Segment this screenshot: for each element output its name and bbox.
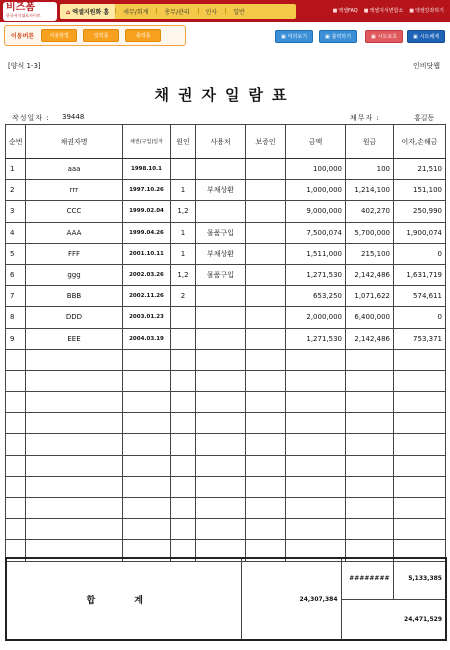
empty-cell[interactable] [394,349,446,370]
debtor-value[interactable]: 홍길동 [414,114,435,122]
home-icon: ⌂ [66,9,71,16]
row-principal[interactable]: 5,700,000 [346,222,394,243]
row-amount[interactable]: 2,000,000 [286,307,346,328]
row-amount[interactable]: 1,271,530 [286,264,346,285]
row-cause[interactable]: 1,2 [171,264,196,285]
usage-button[interactable]: 사용방법 [41,29,77,42]
row-seq[interactable]: 7 [6,286,26,307]
form-number: [양식 1-3] [8,62,41,70]
empty-cell[interactable] [246,349,286,370]
output-form-button[interactable]: 출력폼 [125,29,161,42]
empty-cell[interactable] [346,519,394,540]
row-date[interactable]: 1999.02.04 [123,201,171,222]
table-row [6,222,446,243]
empty-cell[interactable] [6,498,26,519]
empty-cell[interactable] [123,413,171,434]
row-creditor[interactable]: ggg [26,264,123,285]
input-form-button[interactable]: 입력폼 [83,29,119,42]
row-creditor[interactable]: FFF [26,243,123,264]
row-date[interactable]: 2003.01.23 [123,307,171,328]
empty-cell[interactable] [394,413,446,434]
empty-table-row [6,392,446,413]
row-principal[interactable]: 2,142,486 [346,264,394,285]
row-seq[interactable]: 9 [6,328,26,349]
empty-cell[interactable] [286,476,346,497]
row-usage[interactable]: 부채상환 [196,180,246,201]
row-usage[interactable]: 물품구입 [196,264,246,285]
row-amount[interactable]: 1,511,000 [286,243,346,264]
empty-cell[interactable] [196,476,246,497]
empty-cell[interactable] [6,370,26,391]
row-date[interactable]: 1999.04.26 [123,222,171,243]
main-menu [60,4,296,19]
row-guarantor[interactable] [246,201,286,222]
link-lessons[interactable]: ■엑셀강좌하기 [409,8,444,14]
total-sum: 24,471,529 [341,599,446,640]
empty-cell[interactable] [394,370,446,391]
lessons-icon: ■ [409,8,415,14]
row-usage[interactable]: 부채상환 [196,243,246,264]
total-amount: 24,307,384 [241,558,341,640]
table-row [6,159,446,180]
row-amount[interactable]: 653,250 [286,286,346,307]
empty-table-row [6,434,446,455]
row-amount[interactable]: 1,271,530 [286,328,346,349]
empty-table-row [6,455,446,476]
unlock-icon: ▣ [412,33,418,40]
empty-cell[interactable] [196,434,246,455]
row-interest[interactable]: 753,371 [394,328,446,349]
row-creditor[interactable]: CCC [26,201,123,222]
row-creditor[interactable]: AAA [26,222,123,243]
row-date[interactable]: 2002.03.26 [123,264,171,285]
row-date[interactable]: 1998.10.1 [123,159,171,180]
row-cause[interactable]: 1,2 [171,201,196,222]
empty-cell[interactable] [26,498,123,519]
empty-cell[interactable] [246,392,286,413]
row-usage[interactable] [196,307,246,328]
row-guarantor[interactable] [246,180,286,201]
table-row [6,286,446,307]
empty-cell[interactable] [6,413,26,434]
empty-cell[interactable] [346,349,394,370]
top-nav-bar [0,0,450,22]
row-seq[interactable]: 4 [6,222,26,243]
company-name: 인비닷웹 [412,62,440,70]
print-button[interactable]: ▣ 출력하기 [319,30,357,43]
empty-cell[interactable] [246,370,286,391]
row-cause[interactable] [171,159,196,180]
empty-table-row [6,349,446,370]
row-interest[interactable]: 151,100 [394,180,446,201]
col-header-date: 채권(구입)일자 [123,125,171,159]
row-amount[interactable]: 100,000 [286,159,346,180]
empty-cell[interactable] [246,413,286,434]
empty-cell[interactable] [26,413,123,434]
empty-cell[interactable] [286,455,346,476]
row-cause[interactable]: 1 [171,180,196,201]
row-interest[interactable]: 1,631,719 [394,264,446,285]
row-interest[interactable]: 0 [394,243,446,264]
empty-cell[interactable] [286,498,346,519]
row-interest[interactable]: 21,510 [394,159,446,180]
empty-cell[interactable] [171,498,196,519]
row-seq[interactable]: 5 [6,243,26,264]
table-row [6,307,446,328]
row-cause[interactable] [171,307,196,328]
row-guarantor[interactable] [246,243,286,264]
empty-cell[interactable] [346,498,394,519]
row-seq[interactable]: 6 [6,264,26,285]
empty-cell[interactable] [394,455,446,476]
table-row [6,264,446,285]
lock-icon: ▣ [370,33,376,40]
menu-item-home[interactable]: ⌂ 엑셀지원화 홈 [60,4,115,19]
empty-cell[interactable] [6,392,26,413]
row-principal[interactable]: 1,214,100 [346,180,394,201]
table-row [6,243,446,264]
row-seq[interactable]: 8 [6,307,26,328]
empty-cell[interactable] [394,392,446,413]
empty-cell[interactable] [246,455,286,476]
empty-cell[interactable] [123,498,171,519]
empty-cell[interactable] [286,413,346,434]
empty-cell[interactable] [346,455,394,476]
protect-sheet-button[interactable]: ▣ 시트보호 [365,30,403,43]
row-guarantor[interactable] [246,328,286,349]
row-guarantor[interactable] [246,222,286,243]
row-usage[interactable] [196,328,246,349]
row-principal[interactable]: 1,071,622 [346,286,394,307]
row-principal[interactable]: 2,142,486 [346,328,394,349]
site-logo[interactable] [3,2,57,21]
row-usage[interactable]: 물품구입 [196,222,246,243]
empty-cell[interactable] [346,370,394,391]
empty-cell[interactable] [286,370,346,391]
row-usage[interactable] [196,201,246,222]
empty-table-row [6,498,446,519]
row-cause[interactable]: 1 [171,243,196,264]
empty-cell[interactable] [196,370,246,391]
link-faq[interactable]: ■엑셀FAQ [332,8,358,14]
empty-cell[interactable] [123,349,171,370]
move-button-group [4,25,186,46]
empty-cell[interactable] [171,476,196,497]
empty-cell[interactable] [6,519,26,540]
empty-cell[interactable] [26,476,123,497]
col-header-guarantor: 보증인 [246,125,286,159]
empty-cell[interactable] [346,392,394,413]
row-amount[interactable]: 7,500,074 [286,222,346,243]
col-header-cause: 원인 [171,125,196,159]
empty-cell[interactable] [26,434,123,455]
created-date-label: 작성일자 : [12,114,50,122]
row-date[interactable]: 2001.10.11 [123,243,171,264]
col-header-interest: 이자,손해금 [394,125,446,159]
empty-cell[interactable] [246,519,286,540]
col-header-usage: 사용처 [196,125,246,159]
print-icon: ▣ [324,33,330,40]
empty-cell[interactable] [196,392,246,413]
empty-cell[interactable] [171,413,196,434]
empty-cell[interactable] [346,413,394,434]
knowledge-icon: ■ [363,8,369,14]
table-row [6,201,446,222]
empty-cell[interactable] [171,434,196,455]
logo-text: 비즈폼 [6,2,35,13]
empty-cell[interactable] [394,476,446,497]
row-cause[interactable]: 2 [171,286,196,307]
menu-item-hr[interactable]: 인사 [198,7,226,16]
unprotect-sheet-button[interactable]: ▣ 시트해제 [407,30,445,43]
row-date[interactable]: 1997.10.26 [123,180,171,201]
row-interest[interactable]: 1,900,074 [394,222,446,243]
empty-cell[interactable] [246,476,286,497]
empty-cell[interactable] [196,413,246,434]
row-creditor[interactable]: EEE [26,328,123,349]
empty-cell[interactable] [171,370,196,391]
empty-cell[interactable] [196,349,246,370]
debtor-label: 채무자 : [350,114,380,122]
row-creditor[interactable]: aaa [26,159,123,180]
col-header-creditor: 채권자명 [26,125,123,159]
empty-cell[interactable] [6,476,26,497]
row-guarantor[interactable] [246,264,286,285]
empty-cell[interactable] [171,349,196,370]
empty-table-row [6,476,446,497]
total-interest: 5,133,385 [393,558,446,599]
empty-cell[interactable] [6,455,26,476]
table-row [6,180,446,201]
empty-table-row [6,413,446,434]
total-principal: ######## [341,558,393,599]
row-interest[interactable]: 0 [394,307,446,328]
row-amount[interactable]: 1,000,000 [286,180,346,201]
empty-cell[interactable] [286,434,346,455]
empty-cell[interactable] [123,476,171,497]
row-creditor[interactable]: DDD [26,307,123,328]
empty-cell[interactable] [346,434,394,455]
empty-cell[interactable] [123,455,171,476]
created-date-value[interactable]: 39448 [62,113,85,121]
row-seq[interactable]: 3 [6,201,26,222]
row-amount[interactable]: 9,000,000 [286,201,346,222]
empty-cell[interactable] [394,519,446,540]
empty-cell[interactable] [171,392,196,413]
empty-cell[interactable] [171,519,196,540]
empty-cell[interactable] [246,434,286,455]
row-principal[interactable]: 402,270 [346,201,394,222]
empty-cell[interactable] [394,498,446,519]
empty-cell[interactable] [286,349,346,370]
empty-cell[interactable] [26,519,123,540]
empty-cell[interactable] [123,370,171,391]
empty-cell[interactable] [196,519,246,540]
col-header-amount: 금액 [286,125,346,159]
preview-button[interactable]: ▣ 미리보기 [275,30,313,43]
row-guarantor[interactable] [246,307,286,328]
table-body [6,159,446,562]
row-creditor[interactable]: rrr [26,180,123,201]
page-title: 채권자일람표 [154,86,296,104]
totals-row-1 [6,558,446,599]
row-date[interactable]: 2004.03.19 [123,328,171,349]
menu-item-admin[interactable]: 총무/관리 [156,7,197,16]
empty-cell[interactable] [6,349,26,370]
totals-table [5,557,447,641]
empty-cell[interactable] [26,349,123,370]
row-interest[interactable]: 574,611 [394,286,446,307]
empty-cell[interactable] [26,455,123,476]
empty-table-row [6,370,446,391]
toolbar-row [0,24,450,48]
empty-cell[interactable] [171,455,196,476]
empty-cell[interactable] [286,392,346,413]
row-date[interactable]: 2002.11.26 [123,286,171,307]
empty-cell[interactable] [123,519,171,540]
empty-cell[interactable] [26,392,123,413]
faq-icon: ■ [332,8,338,14]
row-cause[interactable] [171,328,196,349]
total-label: 합 계 [6,558,241,640]
empty-cell[interactable] [6,434,26,455]
empty-cell[interactable] [123,434,171,455]
row-seq[interactable]: 2 [6,180,26,201]
row-principal[interactable]: 100 [346,159,394,180]
row-guarantor[interactable] [246,159,286,180]
empty-cell[interactable] [394,434,446,455]
menu-item-tax[interactable]: 세무/회계 [115,7,156,16]
link-knowledge[interactable]: ■엑셀지식변함소 [363,8,404,14]
row-guarantor[interactable] [246,286,286,307]
menu-item-general[interactable]: 일반 [225,7,253,16]
row-principal[interactable]: 215,100 [346,243,394,264]
row-usage[interactable] [196,159,246,180]
row-creditor[interactable]: BBB [26,286,123,307]
empty-table-row [6,519,446,540]
utility-links [333,7,444,14]
empty-cell[interactable] [196,455,246,476]
table-row [6,328,446,349]
empty-cell[interactable] [286,519,346,540]
empty-cell[interactable] [346,476,394,497]
col-header-principal: 원금 [346,125,394,159]
creditor-table [5,124,446,562]
row-interest[interactable]: 250,990 [394,201,446,222]
row-cause[interactable]: 1 [171,222,196,243]
empty-cell[interactable] [196,498,246,519]
col-header-seq: 순번 [6,125,26,159]
empty-cell[interactable] [246,498,286,519]
empty-cell[interactable] [123,392,171,413]
table-header-row [6,125,446,159]
row-seq[interactable]: 1 [6,159,26,180]
preview-icon: ▣ [280,33,286,40]
move-buttons-label: 이동버튼 [11,33,35,40]
row-usage[interactable] [196,286,246,307]
row-principal[interactable]: 6,400,000 [346,307,394,328]
logo-tagline: 한국서식대표사이트 [6,13,41,18]
empty-cell[interactable] [26,370,123,391]
